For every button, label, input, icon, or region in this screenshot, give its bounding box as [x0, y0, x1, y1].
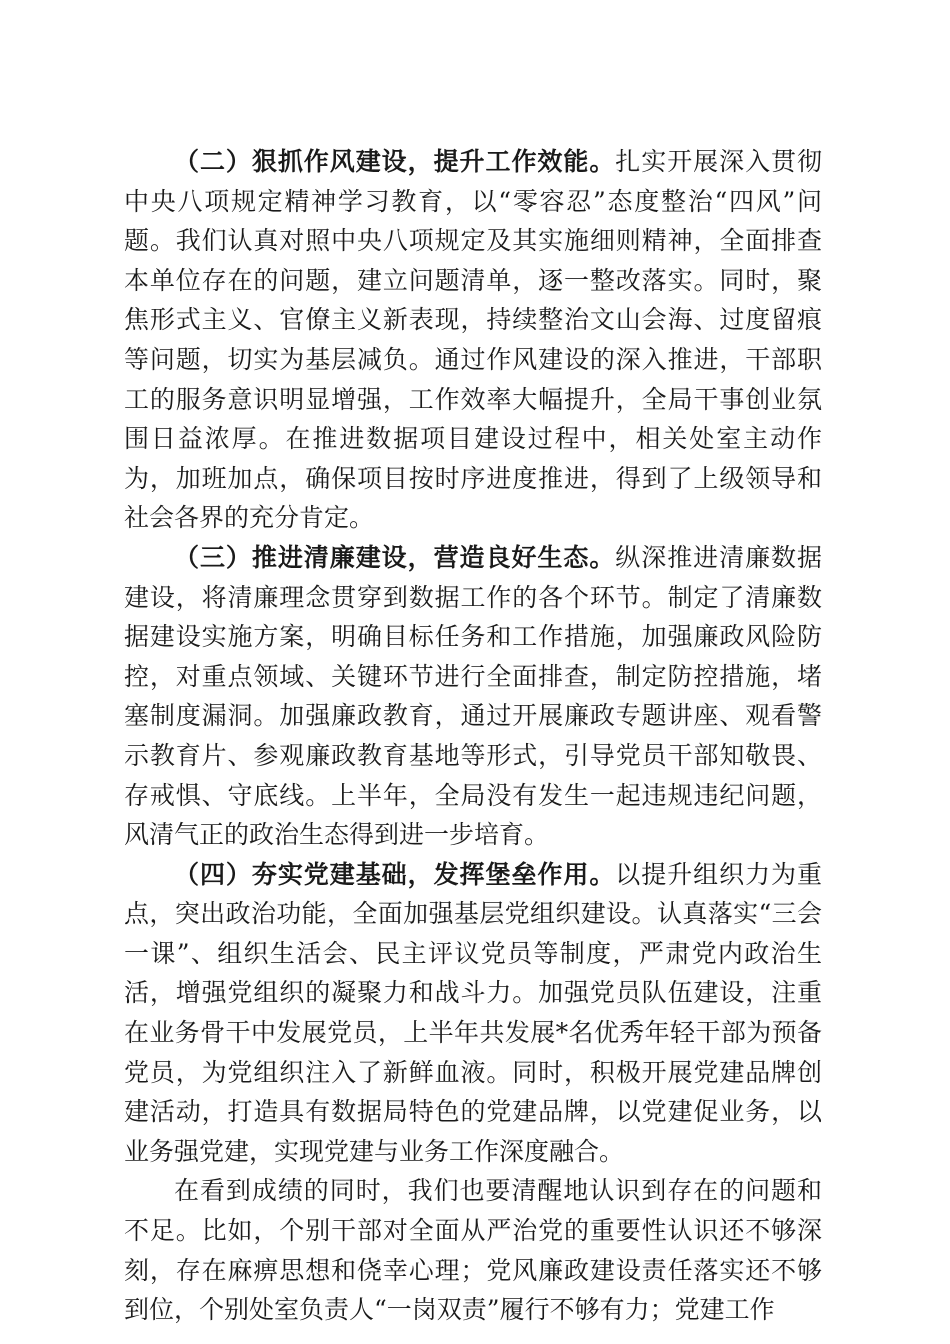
paragraph-text: 以提升组织力为重点，突出政治功能，全面加强基层党组织建设。认真落实“三会一课”、组织生活会、民主评议党员等制度，严肃党内政治生活，增强党组织的凝聚力和战斗力。加强党员队伍建设，注重在业务骨干中发展党员，上半年共发展*名优秀年轻干部为预备党员，为党组织注入了新鲜血液。同时，积极开展党建品牌创建活动，打造具有数据局特色的党建品牌，以党建促业务，以业务强党建，实现党建与业务工作深度融合。 — [124, 859, 822, 1166]
section-heading-three: （三）推进清廉建设，营造良好生态。 — [174, 542, 616, 572]
section-heading-two: （二）狠抓作风建设，提升工作效能。 — [174, 147, 616, 176]
document-body — [124, 142, 822, 1330]
paragraph-problems — [124, 1171, 822, 1329]
paragraph-clean-governance — [124, 538, 822, 855]
paragraph-party-building — [124, 855, 822, 1172]
paragraph-style-improvement — [124, 142, 822, 538]
paragraph-text: 纵深推进清廉数据建设，将清廉理念贯穿到数据工作的各个环节。制定了清廉数据建设实施方案，明确目标任务和工作措施，加强廉政风险防控，对重点领域、关键环节进行全面排查，制定防控措施，堵塞制度漏洞。加强廉政教育，通过开展廉政专题讲座、观看警示教育片、参观廉政教育基地等形式，引导党员干部知敬畏、存戒惧、守底线。上半年，全局没有发生一起违规违纪问题，风清气正的政治生态得到进一步培育。 — [124, 542, 822, 850]
paragraph-text: 扎实开展深入贯彻中央八项规定精神学习教育，以“零容忍”态度整治“四风”问题。我们认真对照中央八项规定及其实施细则精神，全面排查本单位存在的问题，建立问题清单，逐一整改落实。同时，聚焦形式主义、官僚主义新表现，持续整治文山会海、过度留痕等问题，切实为基层减负。通过作风建设的深入推进，干部职工的服务意识明显增强，工作效率大幅提升，全局干事创业氛围日益浓厚。在推进数据项目建设过程中，相关处室主动作为，加班加点，确保项目按时序进度推进，得到了上级领导和社会各界的充分肯定。 — [124, 147, 822, 533]
section-heading-four: （四）夯实党建基础，发挥堡垒作用。 — [174, 859, 616, 889]
paragraph-text: 在看到成绩的同时，我们也要清醒地认识到存在的问题和不足。比如，个别干部对全面从严治党的重要性认识还不够深刻，存在麻痹思想和侥幸心理；党风廉政建设责任落实还不够到位，个别处室负责人“一岗双责”履行不够有力；党建工作 — [124, 1176, 822, 1325]
